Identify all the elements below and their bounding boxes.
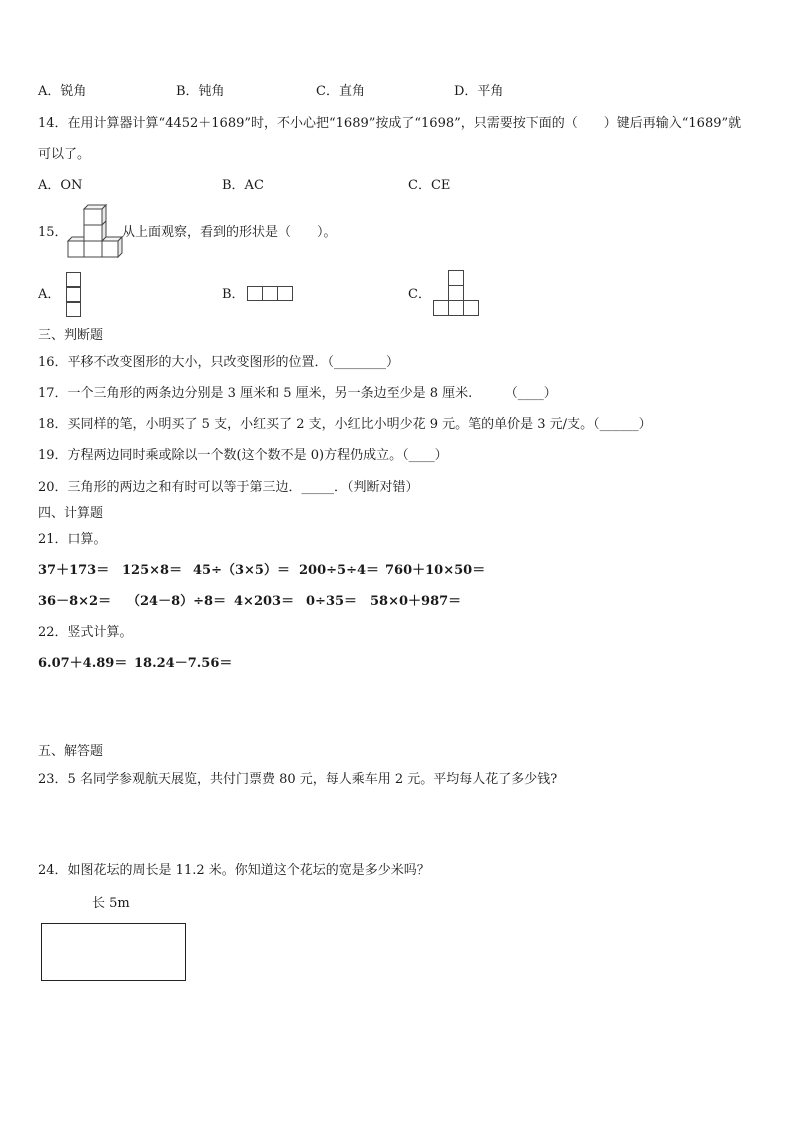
q13-option-d: D．平角 [454,84,504,99]
q15-option-a-shape [66,272,82,318]
q19-text: 19．方程两边同时乘或除以一个数(这个数不是 0)方程仍成立。（____） [38,448,448,463]
q21-item: 58×0＋987＝ [370,594,462,609]
q15-option-b: B． [222,287,245,302]
q21-item: 760＋10×50＝ [385,563,486,578]
q13-option-c: C．直角 [316,84,365,99]
q14-option-c: C．CE [408,178,451,193]
q20-text: 20．三角形的两边之和有时可以等于第三边．_____．（判断对错） [38,480,419,495]
q22-item: 6.07＋4.89＝ [38,656,128,671]
q21-item: 4×203＝ [234,594,295,609]
q15-cube-stack-figure [68,207,120,259]
q24-text: 24．如图花坛的周长是 11.2 米。你知道这个花坛的宽是多少米吗？ [38,863,430,878]
q15-text: 从上面观察，看到的形状是（ ）。 [122,225,337,240]
q14-option-b: B．AC [222,178,264,193]
q21-item: 200÷5÷4＝ [299,563,380,578]
section-title-calc: 四、计算题 [38,506,104,521]
q14-text-line2: 可以了。 [38,147,91,162]
q15-option-a: A． [38,287,61,302]
section-title-solve: 五、解答题 [38,744,104,759]
q21-item: 45÷（3×5）＝ [193,563,290,578]
q15-option-c-shape [433,270,481,318]
q23-text: 23．5 名同学参观航天展览，共付门票费 80 元，每人乘车用 2 元。平均每人花了多少钱? [38,772,558,787]
q14-text-line1: 14．在用计算器计算“4452＋1689”时，不小心把“1689”按成了“1698”，只需要按下面的（ ）键后再输入“1689”就 [38,116,742,131]
q14-option-a: A．ON [38,178,83,193]
q21-title: 21．口算。 [38,532,107,547]
q21-item: 125×8＝ [122,563,183,578]
section-title-judge: 三、判断题 [38,328,104,343]
q13-option-a: A．锐角 [38,84,87,99]
q24-length-label: 长 5m [92,896,130,911]
q21-item: （24－8）÷8＝ [127,594,227,609]
q21-item: 36－8×2＝ [38,594,112,609]
q13-option-b: B．钝角 [176,84,225,99]
q15-number: 15． [38,225,68,240]
q22-item: 18.24－7.56＝ [134,656,233,671]
q21-item: 0÷35＝ [306,594,358,609]
q24-flowerbed-rectangle [41,923,186,981]
q18-text: 18．买同样的笔，小明买了 5 支，小红买了 2 支，小红比小明少花 9 元。笔的单价是 3 元/支。（______） [38,417,652,432]
q22-title: 22．竖式计算。 [38,625,133,640]
q15-option-b-shape [247,286,295,302]
q17-text: 17．一个三角形的两条边分别是 3 厘米和 5 厘米，另一条边至少是 8 厘米. （____） [38,386,557,401]
q21-item: 37＋173＝ [38,563,110,578]
q16-text: 16．平移不改变图形的大小，只改变图形的位置．（________） [38,355,400,370]
q15-option-c: C． [408,287,431,302]
